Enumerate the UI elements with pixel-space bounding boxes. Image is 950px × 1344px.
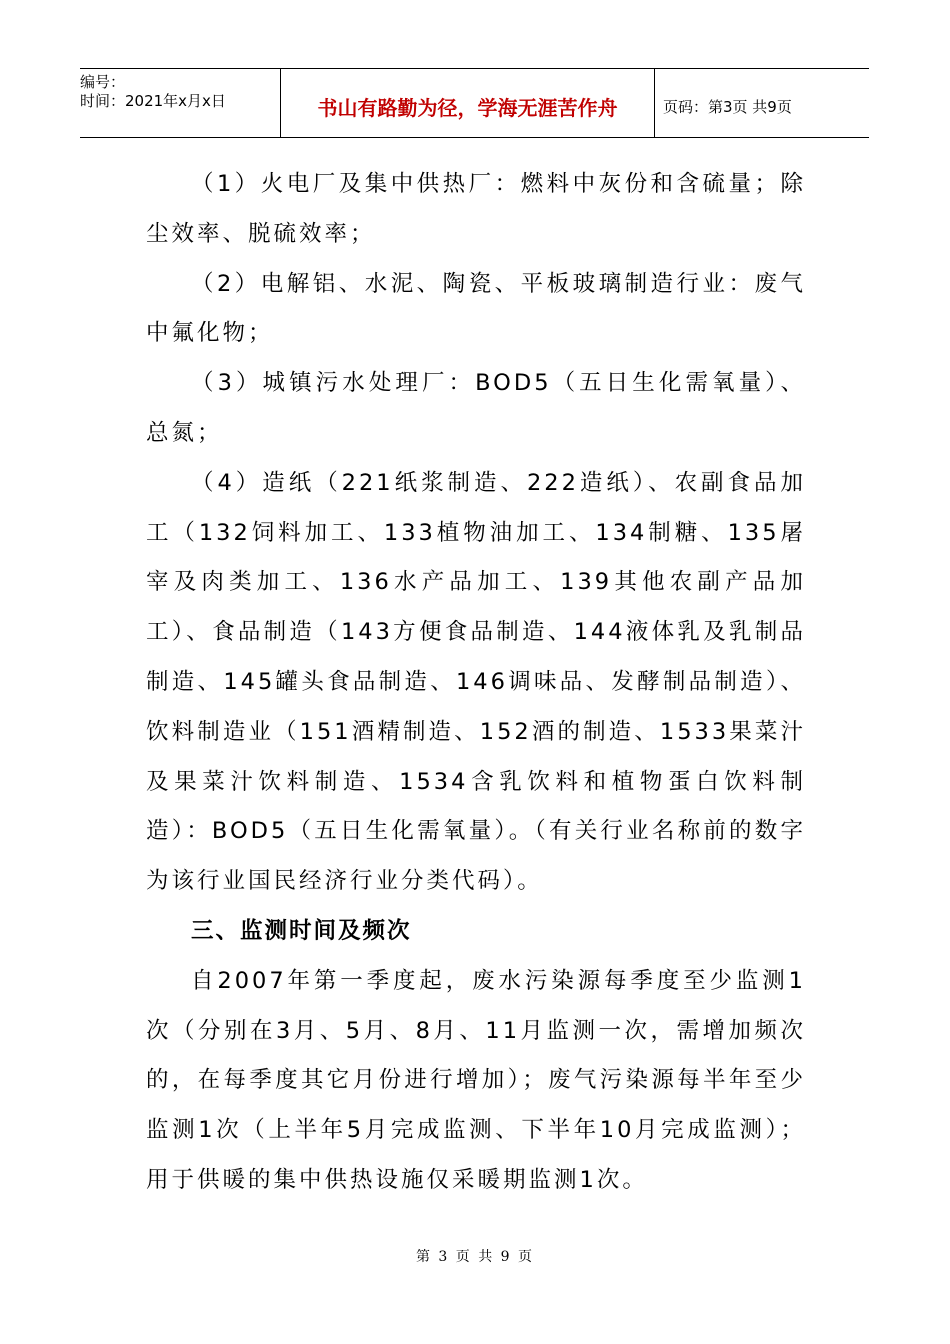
page-footer: 第 3 页 共 9 页 [415,1249,535,1265]
header-page-number: 页码：第3页 共9页 [663,97,792,116]
header-meta [80,69,281,137]
header-motto: 书山有路勤为径，学海无涯苦作舟 [281,69,655,137]
section-heading: 三、监测时间及频次 [191,917,412,944]
paragraph-item-2: （2）电解铝、水泥、陶瓷、平板玻璃制造行业：废气中氟化物； [146,270,806,347]
document-number-label: 编号： [80,73,126,91]
document-body [146,160,806,1206]
page-header [80,68,869,138]
paragraph-monitoring-frequency: 自2007年第一季度起，废水污染源每季度至少监测1次（分别在3月、5月、8月、11月监测一次，需增加频次的，在每季度其它月份进行增加）；废气污染源每半年至少监测1次（上半年5月完成监测、下半年10月完成监测）；用于供暖的集中供热设施仅采暖期监测1次。 [146,967,806,1193]
document-time-label: 时间：2021年x月x日 [80,92,226,110]
paragraph-item-1: （1）火电厂及集中供热厂：燃料中灰份和含硫量；除尘效率、脱硫效率； [146,171,806,247]
paragraph-item-4: （4）造纸（221纸浆制造、222造纸）、农副食品加工（132饲料加工、133植物油加工、134制糖、135屠宰及肉类加工、136水产品加工、139其他农副产品加工）、食品制造（143方便食品制造、144液体乳及乳制品制造、145罐头食品制造、146调味品、发酵制品制造）、饮料制造业（151酒精制造、152酒的制造、1533果菜汁及果菜汁饮料制造、1534含乳饮料和植物蛋白饮料制造）：BOD5（五日生化需氧量）。（有关行业名称前的数字为该行业国民经济行业分类代码）。 [146,469,806,895]
paragraph-item-3: （3）城镇污水处理厂：BOD5（五日生化需氧量）、总氮； [146,370,806,446]
